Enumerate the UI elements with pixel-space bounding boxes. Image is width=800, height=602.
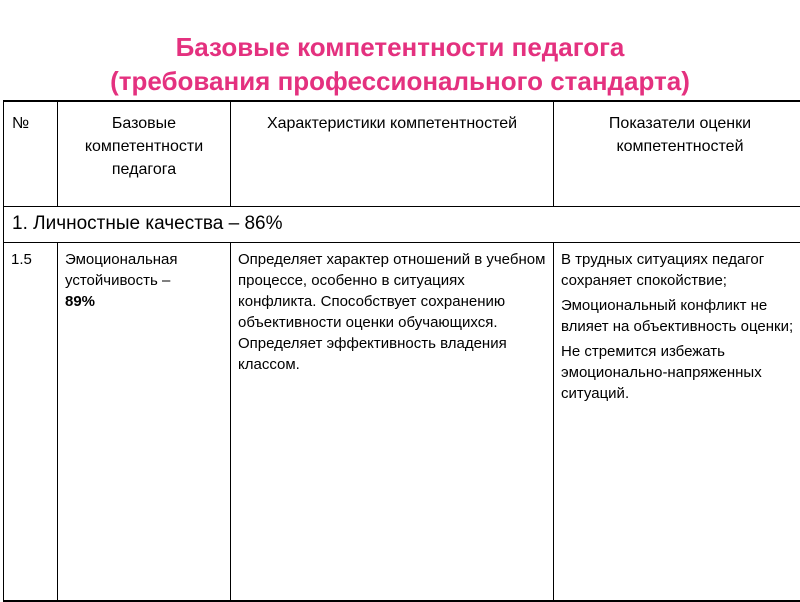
section-row (4, 207, 800, 243)
header-characteristics: Характеристики компетентностей (231, 101, 554, 207)
title-line-2: (требования профессионального стандарта) (0, 64, 800, 98)
competence-percent: 89% (65, 293, 95, 310)
row-competence (58, 243, 231, 602)
header-number: № (4, 101, 58, 207)
competence-table (3, 100, 800, 602)
indicator-item: В трудных ситуациях педагог сохраняет спокойствие; (561, 249, 799, 291)
title-line-1: Базовые компетентности педагога (0, 30, 800, 64)
section-label: 1. Личностные качества – 86% (4, 207, 800, 243)
row-characteristics: Определяет характер отношений в учебном процессе, особенно в ситуациях конфликта. Способствует сохранению объективности оценки обучающихся. Определяет эффективность владения классом. (231, 243, 554, 602)
row-number: 1.5 (4, 243, 58, 602)
page-title (0, 30, 800, 98)
competence-name: Эмоциональная устойчивость – (65, 251, 178, 289)
table-header-row (4, 101, 800, 207)
header-indicators: Показатели оценки компетентностей (554, 101, 800, 207)
table-row (4, 243, 800, 602)
row-indicators (554, 243, 800, 602)
header-competence: Базовые компетентности педагога (58, 101, 231, 207)
indicator-item: Эмоциональный конфликт не влияет на объективность оценки; (561, 295, 799, 337)
indicator-item: Не стремится избежать эмоционально-напряженных ситуаций. (561, 341, 799, 404)
